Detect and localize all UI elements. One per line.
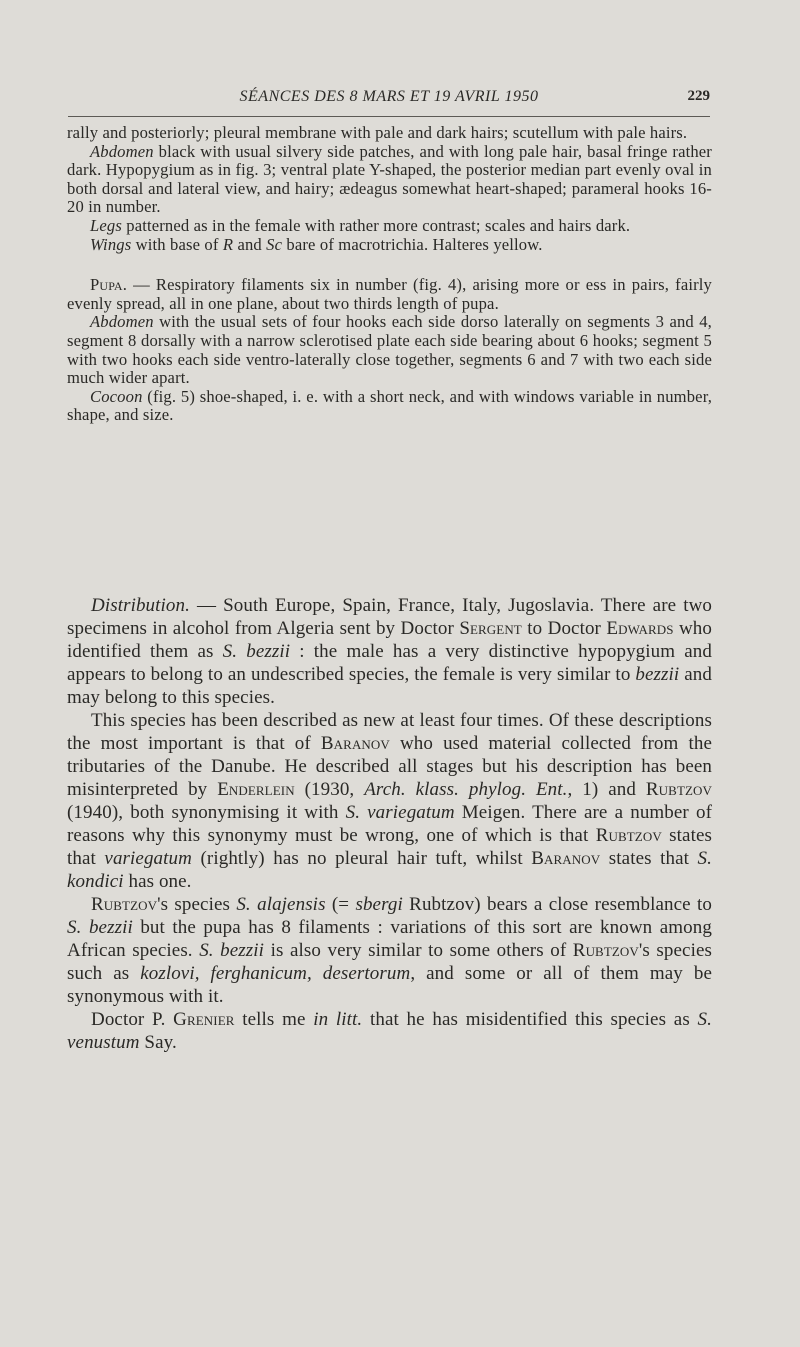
vein-sc: Sc [266,234,283,254]
species-name: bezzii [635,664,680,685]
paragraph-text: has one. [123,871,192,892]
species-name: S. alajensis [236,894,326,915]
paragraph-text: but the pupa has 8 filaments : variations of this sort are known among African species. [67,917,712,961]
paragraph-text: with the usual sets of four hooks each side dorso laterally on segments 3 and 4, segment 8 dorsally with a narrow sclerotised plate each side bearing about 6 hooks; segment 5 with two hooks each side ventro-laterally close together, segments 6 and 7 with two each side much wider apart. [67,312,712,388]
description-section [67,124,712,425]
paragraph-text: states that [67,825,712,869]
species-name: S. bezzii [222,641,291,662]
paragraph-text: : the male has a very distinctive hypopygium and appears to belong to an undescribed species, the female is very similar to [67,641,712,685]
paragraph-text: , and some or all of them may be synonymous with it. [67,963,712,1007]
paragraph-text: and may belong to this species. [67,664,712,708]
paragraph-text: 's species such as [67,940,712,984]
page-number: 229 [687,88,710,104]
page-header [68,88,710,112]
paragraph-text: tells me [234,1009,314,1030]
latin-phrase: in litt. [313,1009,363,1030]
paragraph-text: This species has been described as new at least four times. Of these descriptions the most important is that of [67,710,712,754]
synonymy-paragraph [67,709,712,893]
heading-wings: Wings [90,234,132,254]
paragraph-text: with base of [131,234,223,254]
paragraph-text: (= [325,894,356,915]
paragraph-text: (1930, [294,779,365,800]
heading-legs: Legs [90,215,122,235]
species-name: S. bezzii [67,917,133,938]
species-name: S. bezzii [199,940,265,961]
author-name: Rubtzov [572,940,639,961]
author-name: Baranov [320,733,390,754]
paragraph-text: rally and posteriorly; pleural membrane with pale and dark hairs; scutellum with pale hairs. [67,123,688,142]
paragraph-text: Meigen. There are a number of reasons why this synonymy must be wrong, one of which is that [67,802,712,846]
paragraph-text: to Doctor [521,618,607,639]
abdomen-paragraph [67,143,712,217]
species-name: S. venustum [67,1009,712,1053]
species-name: sbergi [355,894,403,915]
journal-name: Arch. klass. phylog. Ent. [364,779,568,800]
pupa-paragraph [67,276,712,313]
paragraph-text: Rubtzov) bears a close resemblance to [402,894,712,915]
author-name: Enderlein [217,779,295,800]
misidentification-paragraph [67,1008,712,1054]
paragraph-text: (rightly) has no pleural hair tuft, whilst [191,848,532,869]
author-name: Edwards [606,618,674,639]
paragraph-text: — Respiratory filaments six in number (fig. 4), arising more or ess in pairs, fairly evenly spread, all in one plane, about two thirds length of pupa. [67,275,712,313]
paragraph-text: who identified them as [67,618,712,662]
header-rule [68,116,710,117]
author-name: Rubtzov [645,779,712,800]
heading-pupa: Pupa. [90,275,128,295]
paragraph-text: Doctor P. [91,1009,174,1030]
distribution-paragraph [67,594,712,709]
author-name: Grenier [173,1009,235,1030]
paragraph-text: bare of macrotrichia. Halteres yellow. [282,234,543,254]
running-head: SÉANCES DES 8 MARS ET 19 AVRIL 1950 [239,88,539,105]
paragraph-text: (fig. 5) shoe-shaped, i. e. with a short neck, and with windows variable in number, shape, and size. [67,386,712,425]
species-name: S. variegatum [345,802,455,823]
paragraph-text: — South Europe, Spain, France, Italy, Jugoslavia. There are two specimens in alcohol from Algeria sent by Doctor [67,595,712,639]
species-name: variegatum [104,848,192,869]
discussion-section [67,594,712,1054]
species-name: kozlovi, ferghanicum, desertorum [140,963,411,984]
species-name: S. kondici [67,848,712,892]
pupa-abdomen-paragraph [67,313,712,387]
heading-distribution: Distribution. [91,595,190,616]
paragraph-text: who used material collected from the tributaries of the Danube. He described all stages but his description has been misinterpreted by [67,733,712,800]
paragraph-text: patterned as in the female with rather more contrast; scales and hairs dark. [121,215,631,235]
paragraph-text: states that [600,848,698,869]
paragraph-text: , 1) and [567,779,646,800]
heading-cocoon: Cocoon [90,386,143,406]
author-name: Rubtzov [595,825,662,846]
cocoon-paragraph [67,388,712,425]
vein-r: R [222,234,234,254]
paragraph-text: and [233,234,267,254]
heading-abdomen-pupa: Abdomen [90,312,154,332]
author-name: Baranov [531,848,601,869]
heading-abdomen: Abdomen [90,141,154,161]
wings-paragraph [67,236,712,255]
paragraph-text: (1940), both synonymising it with [67,802,346,823]
legs-paragraph [67,217,712,236]
paragraph-text: 's species [157,894,237,915]
author-name: Rubtzov [91,894,158,915]
paragraph-text: black with usual silvery side patches, and with long pale hair, basal fringe rather dark. Hypopygium as in fig. 3; ventral plate Y-shaped, the posterior median part evenly oval in both dorsal and lateral view, and hairy; ædeagus somewhat heart-shaped; parameral hooks 16-20 in number. [67,141,712,217]
author-name: Sergent [459,618,522,639]
paragraph-text: Say. [139,1032,177,1053]
paragraph-text: that he has misidentified this species as [362,1009,698,1030]
paragraph-text: is also very similar to some others of [264,940,573,961]
related-species-paragraph [67,893,712,1008]
thorax-paragraph [67,124,712,143]
